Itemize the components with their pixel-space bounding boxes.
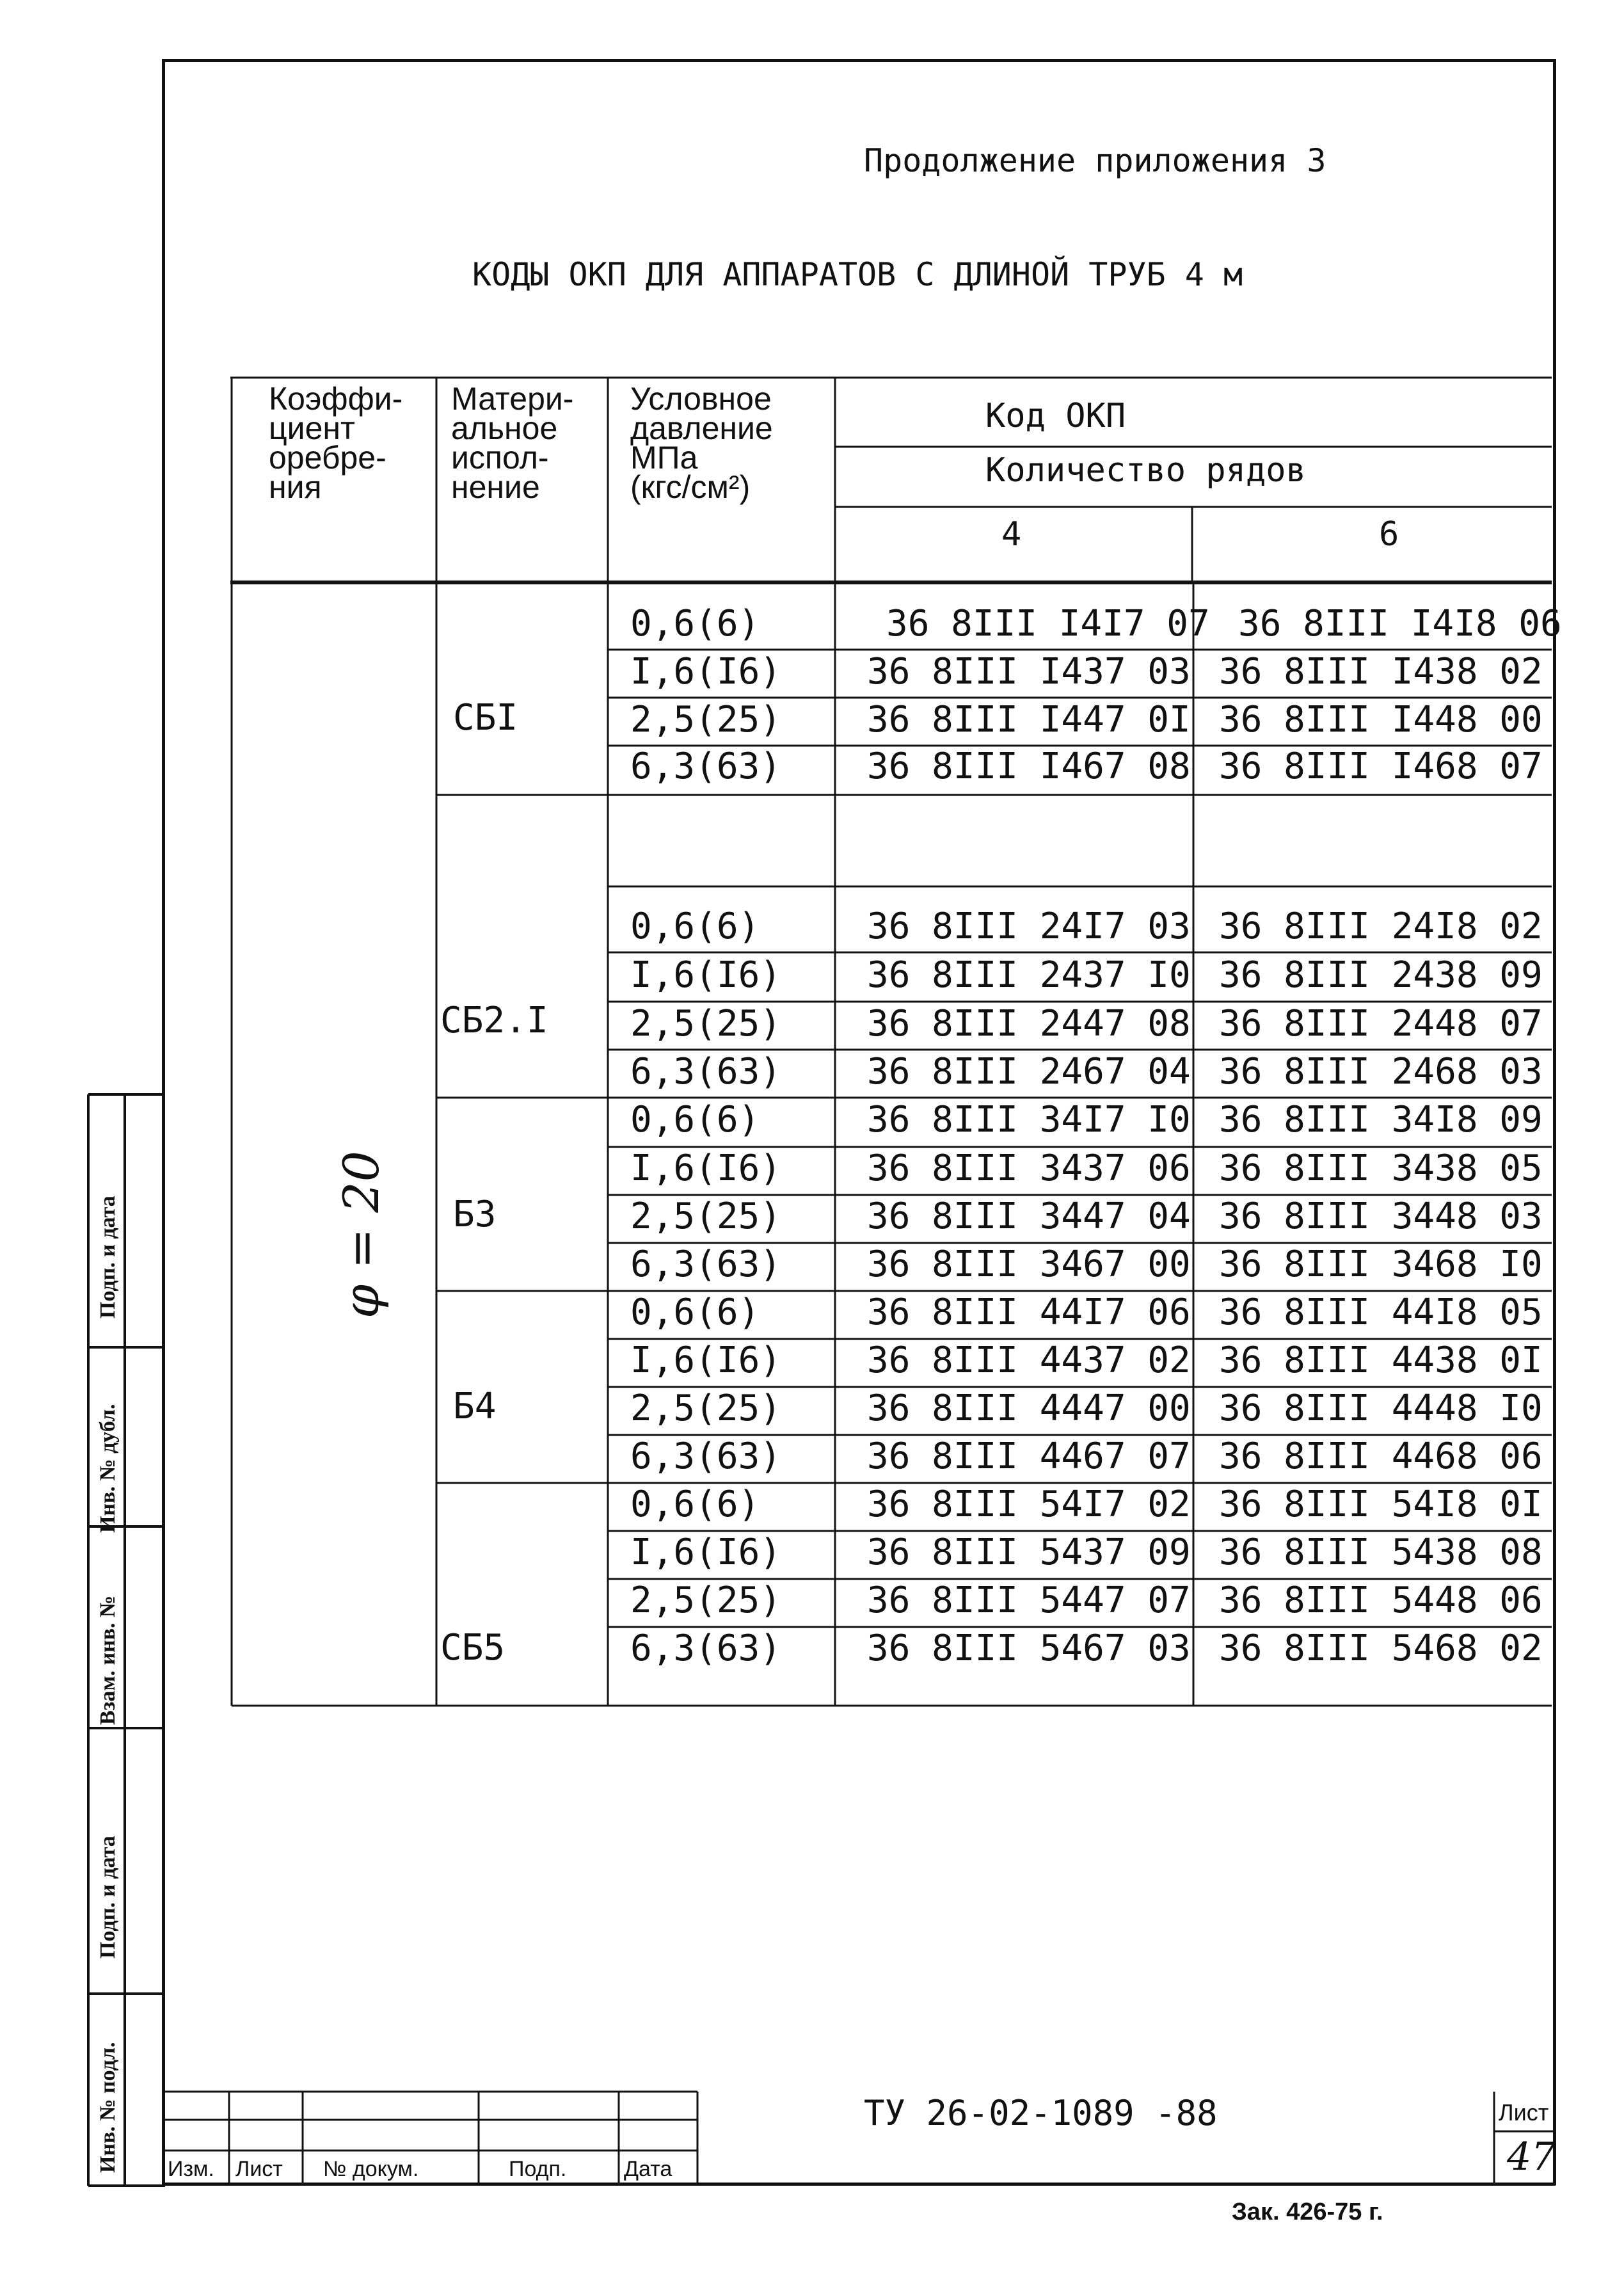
header-rows-4: 4 — [1001, 515, 1022, 554]
pressure-cell: I,6(I6) — [630, 1532, 782, 1573]
material-label: СБ2.I — [440, 1000, 548, 1041]
stamp-vzam-inv: Взам. инв. № — [96, 1595, 120, 1725]
code4-cell: 36 8III 3467 00 — [867, 1244, 1191, 1285]
stamp-inv-dubl: Инв. № дубл. — [96, 1404, 120, 1533]
code6-cell: 36 8III 4448 I0 — [1219, 1388, 1543, 1429]
code4-cell: 36 8III I4I7 07 — [886, 603, 1210, 645]
pressure-cell: I,6(I6) — [630, 1148, 782, 1189]
pressure-cell: I,6(I6) — [630, 1340, 782, 1381]
document-code: ТУ 26-02-1089 -88 — [864, 2093, 1218, 2133]
pressure-cell: 0,6(6) — [630, 603, 760, 645]
code4-cell: 36 8III 4437 02 — [867, 1340, 1191, 1381]
header-rows-6: 6 — [1379, 515, 1399, 554]
material-label: Б3 — [453, 1194, 497, 1235]
header-pressure: Условное давление МПа (кгс/см²) — [630, 381, 773, 505]
code6-cell: 36 8III 3438 05 — [1219, 1148, 1543, 1189]
code4-cell: 36 8III 3437 06 — [867, 1148, 1191, 1189]
code6-cell: 36 8III 2448 07 — [1219, 1003, 1543, 1045]
code4-cell: 36 8III 5467 03 — [867, 1628, 1191, 1669]
pressure-cell: 0,6(6) — [630, 906, 760, 947]
code4-cell: 36 8III 3447 04 — [867, 1196, 1191, 1237]
material-label: Б4 — [453, 1386, 497, 1427]
code6-cell: 36 8III 4468 06 — [1219, 1436, 1543, 1477]
code4-cell: 36 8III 44I7 06 — [867, 1292, 1191, 1333]
code4-cell: 36 8III 4447 00 — [867, 1388, 1191, 1429]
code4-cell: 36 8III 2437 I0 — [867, 954, 1191, 996]
header-rows-count: Количество рядов — [985, 451, 1306, 490]
tb-signature: Подп. — [509, 2157, 567, 2181]
tb-izm: Изм. — [168, 2157, 214, 2181]
stamp-inv-podl: Инв. № подл. — [96, 2042, 120, 2173]
code4-cell: 36 8III I437 03 — [867, 651, 1191, 693]
code6-cell: 36 8III 5468 02 — [1219, 1628, 1543, 1669]
code4-cell: 36 8III 34I7 I0 — [867, 1099, 1191, 1141]
coefficient-value: φ = 20 — [333, 1151, 390, 1318]
code4-cell: 36 8III 54I7 02 — [867, 1484, 1191, 1525]
tb-list: Лист — [235, 2157, 283, 2181]
code4-cell: 36 8III 5437 09 — [867, 1532, 1191, 1573]
header-okp-code: Код ОКП — [985, 397, 1126, 435]
pressure-cell: 0,6(6) — [630, 1292, 760, 1333]
pressure-cell: 2,5(25) — [630, 1388, 782, 1429]
code4-cell: 36 8III I447 0I — [867, 699, 1191, 741]
pressure-cell: 2,5(25) — [630, 1003, 782, 1045]
code6-cell: 36 8III 34I8 09 — [1219, 1099, 1543, 1141]
pressure-cell: I,6(I6) — [630, 954, 782, 996]
code6-cell: 36 8III 4438 0I — [1219, 1340, 1543, 1381]
document-title: КОДЫ ОКП ДЛЯ АППАРАТОВ С ДЛИНОЙ ТРУБ 4 м — [472, 256, 1243, 293]
code6-cell: 36 8III I448 00 — [1219, 699, 1543, 741]
pressure-cell: 6,3(63) — [630, 1628, 782, 1669]
code6-cell: 36 8III 3468 I0 — [1219, 1244, 1543, 1285]
pressure-cell: 2,5(25) — [630, 1580, 782, 1621]
code4-cell: 36 8III 2447 08 — [867, 1003, 1191, 1045]
pressure-cell: 2,5(25) — [630, 699, 782, 741]
pressure-cell: 6,3(63) — [630, 1051, 782, 1093]
sheet-number: 47 — [1507, 2135, 1556, 2179]
continuation-label: Продолжение приложения 3 — [864, 142, 1326, 179]
code4-cell: 36 8III I467 08 — [867, 746, 1191, 787]
header-coefficient: Коэффи- циент оребре- ния — [269, 381, 403, 505]
code6-cell: 36 8III I4I8 06 — [1238, 603, 1562, 645]
pressure-cell: 0,6(6) — [630, 1099, 760, 1141]
code4-cell: 36 8III 5447 07 — [867, 1580, 1191, 1621]
code4-cell: 36 8III 24I7 03 — [867, 906, 1191, 947]
pressure-cell: I,6(I6) — [630, 651, 782, 693]
pressure-cell: 0,6(6) — [630, 1484, 760, 1525]
code4-cell: 36 8III 4467 07 — [867, 1436, 1191, 1477]
code6-cell: 36 8III 5438 08 — [1219, 1532, 1543, 1573]
code6-cell: 36 8III 3448 03 — [1219, 1196, 1543, 1237]
code6-cell: 36 8III 54I8 0I — [1219, 1484, 1543, 1525]
code6-cell: 36 8III 2468 03 — [1219, 1051, 1543, 1093]
header-material: Матери- альное испол- нение — [451, 381, 574, 505]
tb-doc-no: № докум. — [323, 2157, 419, 2181]
pressure-cell: 6,3(63) — [630, 1244, 782, 1285]
pressure-cell: 2,5(25) — [630, 1196, 782, 1237]
material-label: СБ5 — [440, 1627, 506, 1669]
sheet-label: Лист — [1499, 2099, 1549, 2126]
stamp-podp-data-2: Подп. и дата — [96, 1196, 120, 1318]
code6-cell: 36 8III 5448 06 — [1219, 1580, 1543, 1621]
order-note: Зак. 426-75 г. — [1232, 2199, 1383, 2225]
pressure-cell: 6,3(63) — [630, 746, 782, 787]
stamp-podp-data-1: Подп. и дата — [96, 1836, 120, 1959]
pressure-cell: 6,3(63) — [630, 1436, 782, 1477]
material-label: СБI — [453, 697, 518, 739]
code6-cell: 36 8III I468 07 — [1219, 746, 1543, 787]
code6-cell: 36 8III 24I8 02 — [1219, 906, 1543, 947]
code6-cell: 36 8III I438 02 — [1219, 651, 1543, 693]
code6-cell: 36 8III 2438 09 — [1219, 954, 1543, 996]
code4-cell: 36 8III 2467 04 — [867, 1051, 1191, 1093]
code6-cell: 36 8III 44I8 05 — [1219, 1292, 1543, 1333]
tb-date: Дата — [624, 2157, 673, 2181]
